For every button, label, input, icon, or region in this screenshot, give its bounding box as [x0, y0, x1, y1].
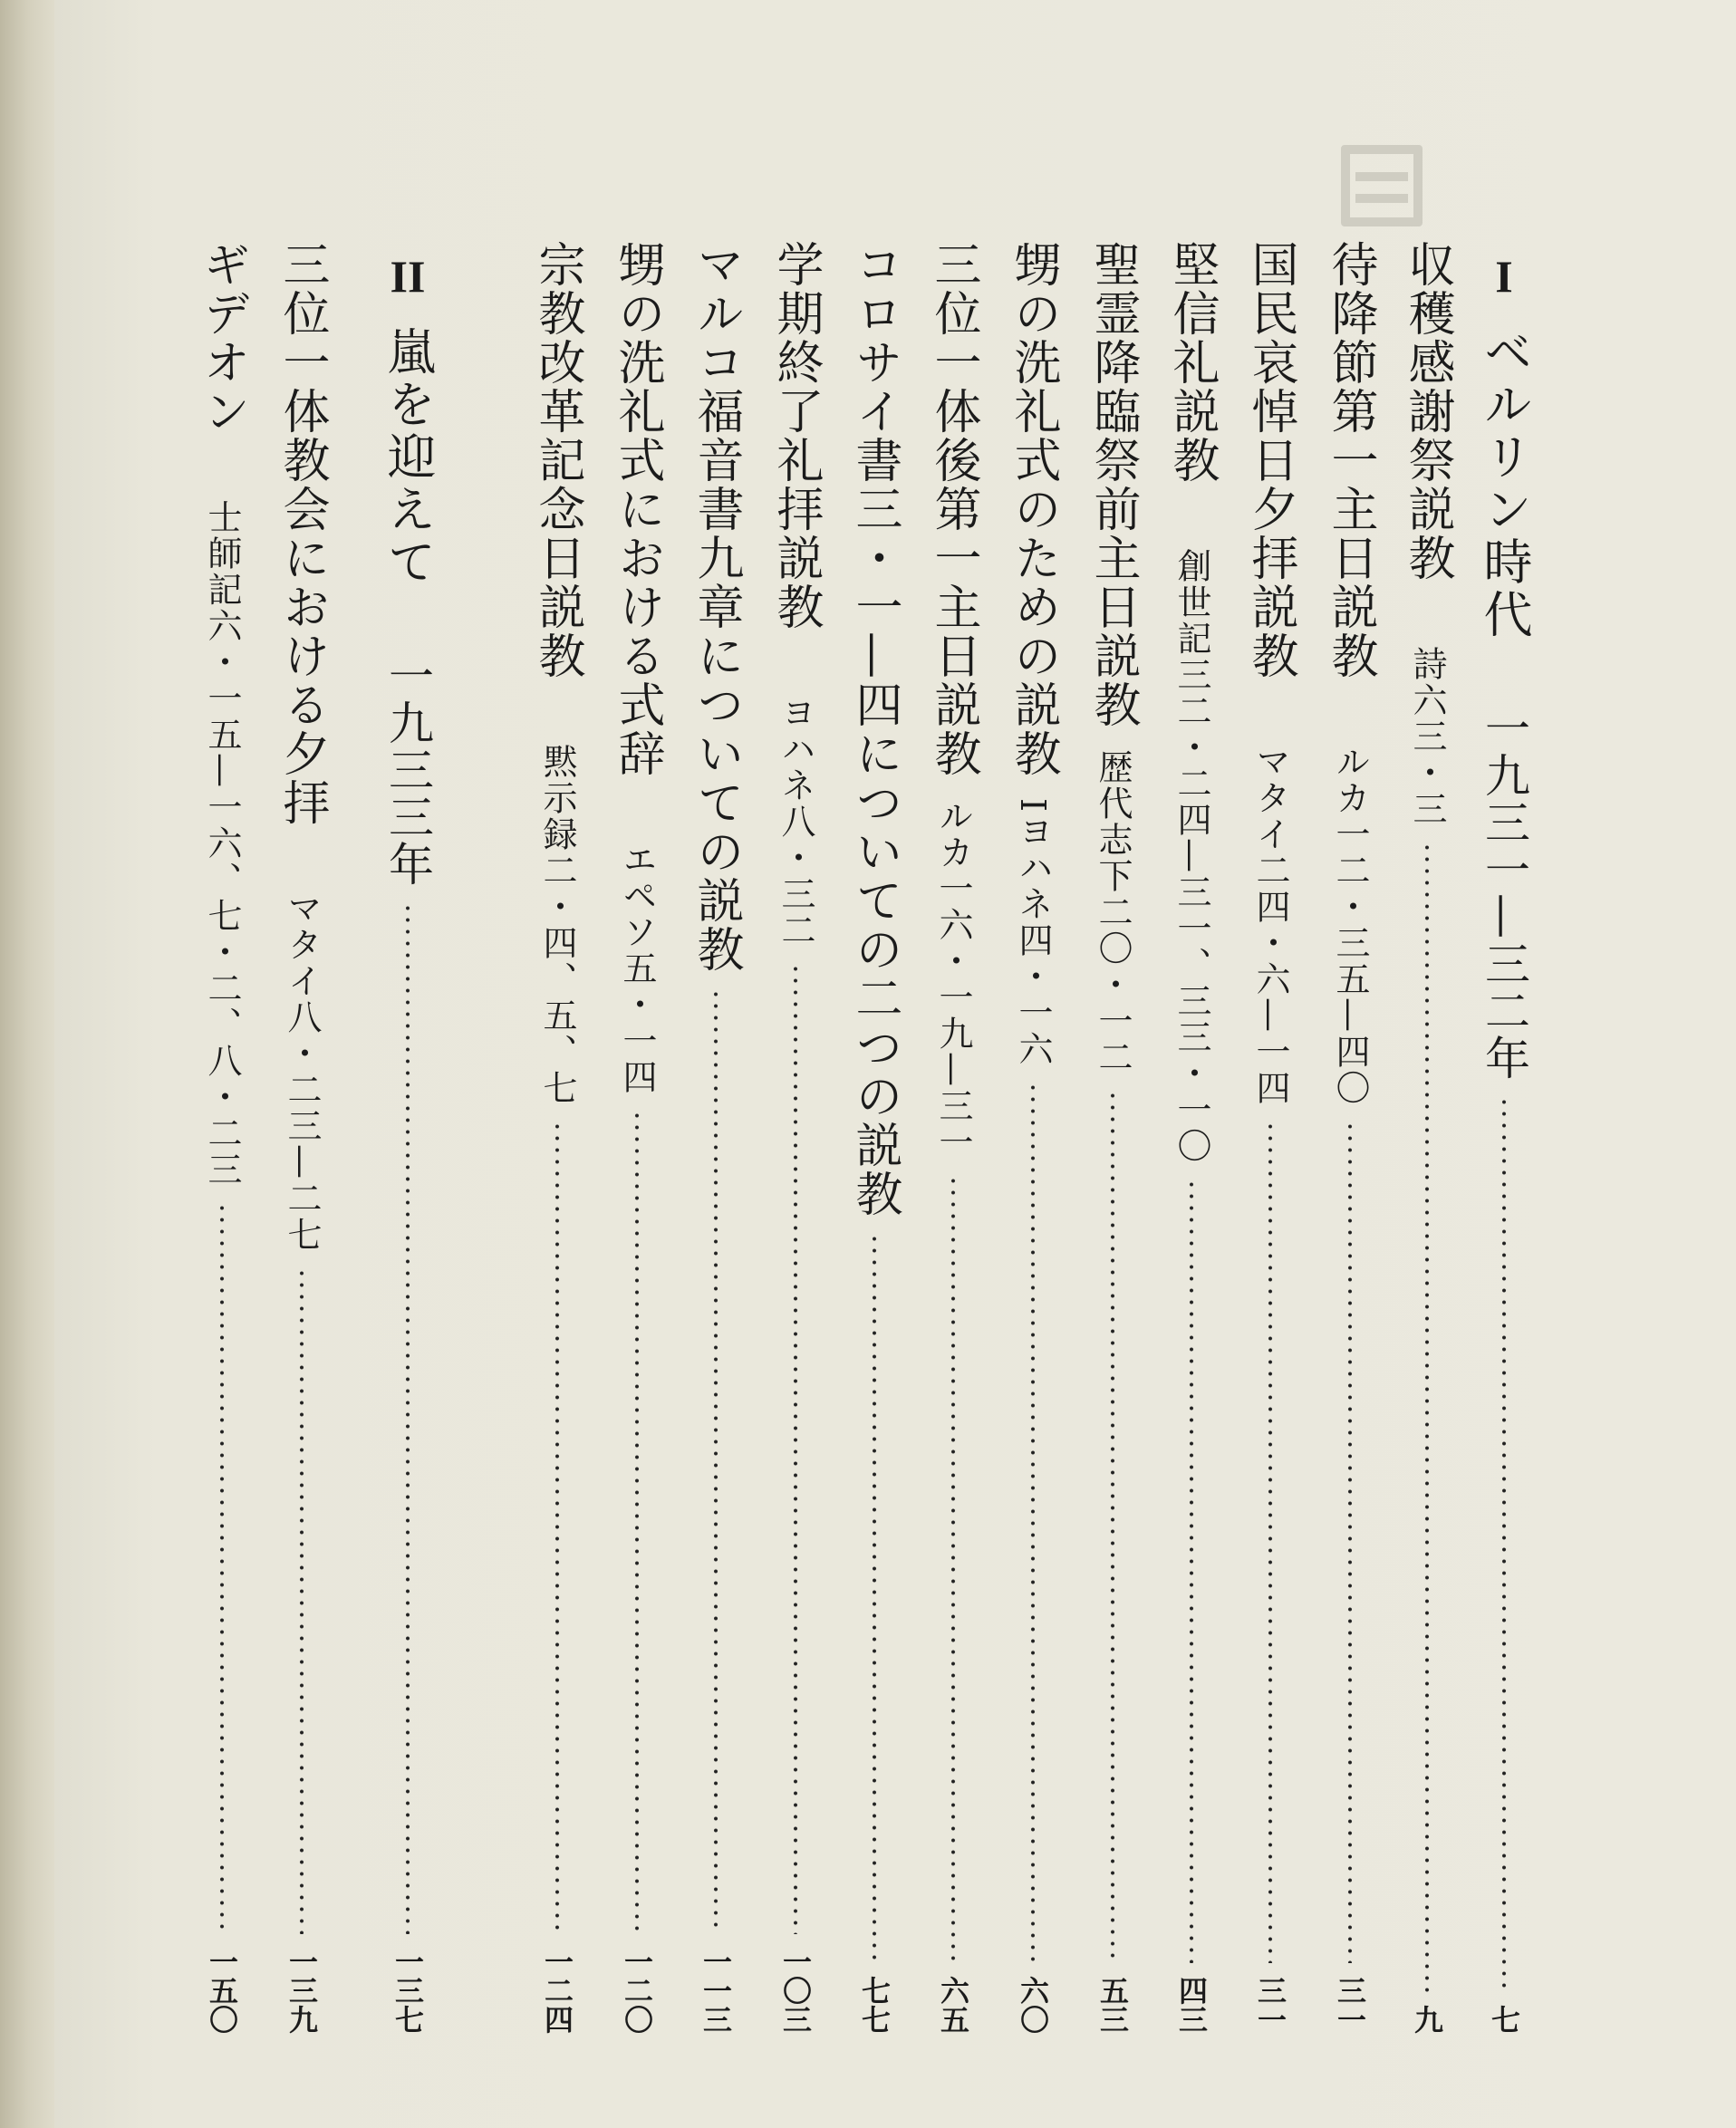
page-number: 一一三 — [699, 1947, 733, 2034]
part-title: 嵐を迎えて — [380, 326, 437, 589]
toc-entry[interactable] — [847, 0, 902, 2128]
part-years: 一九三一—三二年 — [1478, 705, 1530, 1082]
toc-entry[interactable] — [1006, 0, 1060, 2128]
page-number: 六〇 — [1016, 1976, 1050, 2034]
entry-title: 収穫感謝祭説教 — [1400, 240, 1454, 583]
toc-entry[interactable] — [1243, 0, 1297, 2128]
entry-title: 三位一体教会における夕拝 — [275, 240, 329, 827]
toc-entry[interactable] — [1323, 0, 1377, 2128]
entry-reference: Iヨハネ四・一六 — [1013, 798, 1053, 1068]
entry-title: 聖霊降臨祭前主日説教 — [1085, 240, 1140, 729]
entry-reference: マタイ二四・六—一四 — [1250, 744, 1290, 1106]
entry-reference: 黙示録二・四、五、七 — [537, 744, 577, 1106]
entry-title: 三位一体後第一主日説教 — [926, 240, 980, 778]
part-heading — [381, 0, 435, 2128]
entry-reference: 創世記三二・二四—三一、三三・一〇 — [1172, 548, 1211, 1164]
dot-leader — [1424, 842, 1430, 1992]
entry-reference: ルカ一二・三五—四〇 — [1330, 744, 1370, 1106]
dot-leader — [1110, 1090, 1115, 1963]
page-number: 四三 — [1174, 1976, 1209, 2034]
entry-title: 学期終了礼拝説教 — [768, 240, 823, 631]
toc-entry[interactable] — [275, 0, 329, 2128]
page-number: 六五 — [936, 1976, 970, 2034]
toc-entry[interactable] — [530, 0, 584, 2128]
page-number: 一三九 — [285, 1947, 319, 2034]
entry-title: 甥の洗礼式のための説教 — [1006, 240, 1060, 778]
dot-leader — [219, 1202, 225, 1934]
entry-title: 国民哀悼日夕拝説教 — [1243, 240, 1297, 680]
dot-leader — [1189, 1179, 1194, 1963]
entry-reference: 詩六三・三 — [1407, 646, 1447, 827]
dot-leader — [1268, 1121, 1273, 1963]
dot-leader — [405, 902, 410, 1934]
entry-reference: 歴代志下二〇・一二 — [1093, 749, 1133, 1075]
part-title: ベルリン時代 — [1476, 326, 1533, 641]
dot-leader — [634, 1110, 640, 1934]
toc-entry[interactable] — [195, 0, 249, 2128]
toc-entry[interactable] — [1400, 0, 1454, 2128]
entry-reference: ルカ一六・一九—三一 — [933, 798, 973, 1160]
toc-entry[interactable] — [1085, 0, 1140, 2128]
entry-reference: マタイ八・二三—二七 — [282, 891, 322, 1253]
entry-title: コロサイ書三・一—四についての二つの説教 — [847, 240, 902, 1218]
part-heading — [1477, 0, 1531, 2128]
entry-title: 堅信礼説教 — [1164, 240, 1219, 485]
entry-title: 宗教改革記念日説教 — [530, 240, 584, 680]
part-numeral: II — [390, 251, 426, 302]
entry-title: 待降節第一主日説教 — [1323, 240, 1377, 680]
dot-leader — [1347, 1121, 1353, 1963]
entry-title: ギデオン — [195, 240, 249, 436]
part-numeral: I — [1495, 251, 1513, 302]
dot-leader — [713, 988, 719, 1934]
toc-entry[interactable] — [926, 0, 980, 2128]
page-number: 一〇三 — [778, 1947, 813, 2034]
dot-leader — [555, 1121, 560, 1934]
page-number: 三一 — [1333, 1976, 1367, 2034]
dot-leader — [793, 963, 798, 1934]
page-number: 一五〇 — [205, 1947, 239, 2034]
entry-reference: ヨハネ八・三二 — [776, 695, 815, 948]
dot-leader — [299, 1267, 304, 1934]
page-number: 一二四 — [540, 1947, 574, 2034]
page-number: 七七 — [857, 1976, 892, 2034]
entry-reference: エペソ五・一四 — [617, 842, 657, 1095]
toc-entry[interactable] — [610, 0, 664, 2128]
toc-entry[interactable] — [689, 0, 743, 2128]
dot-leader — [1501, 1096, 1507, 1992]
entry-reference: 士師記六・一五—一六、七・二、八・二三 — [202, 499, 242, 1188]
page-number: 五三 — [1095, 1976, 1130, 2034]
entry-title: 甥の洗礼式における式辞 — [610, 240, 664, 778]
toc-entry[interactable] — [768, 0, 823, 2128]
page-number: 一二〇 — [620, 1947, 654, 2034]
page-number: 七 — [1487, 2005, 1521, 2034]
part-years: 一九三三年 — [381, 652, 434, 888]
page-number: 九 — [1410, 2005, 1444, 2034]
toc-entry[interactable] — [1164, 0, 1219, 2128]
dot-leader — [872, 1233, 877, 1963]
page-number: 一三七 — [391, 1947, 425, 2034]
entry-title: マルコ福音書九章についての説教 — [689, 240, 743, 974]
page-number: 三一 — [1253, 1976, 1288, 2034]
dot-leader — [950, 1175, 956, 1963]
dot-leader — [1030, 1082, 1036, 1963]
